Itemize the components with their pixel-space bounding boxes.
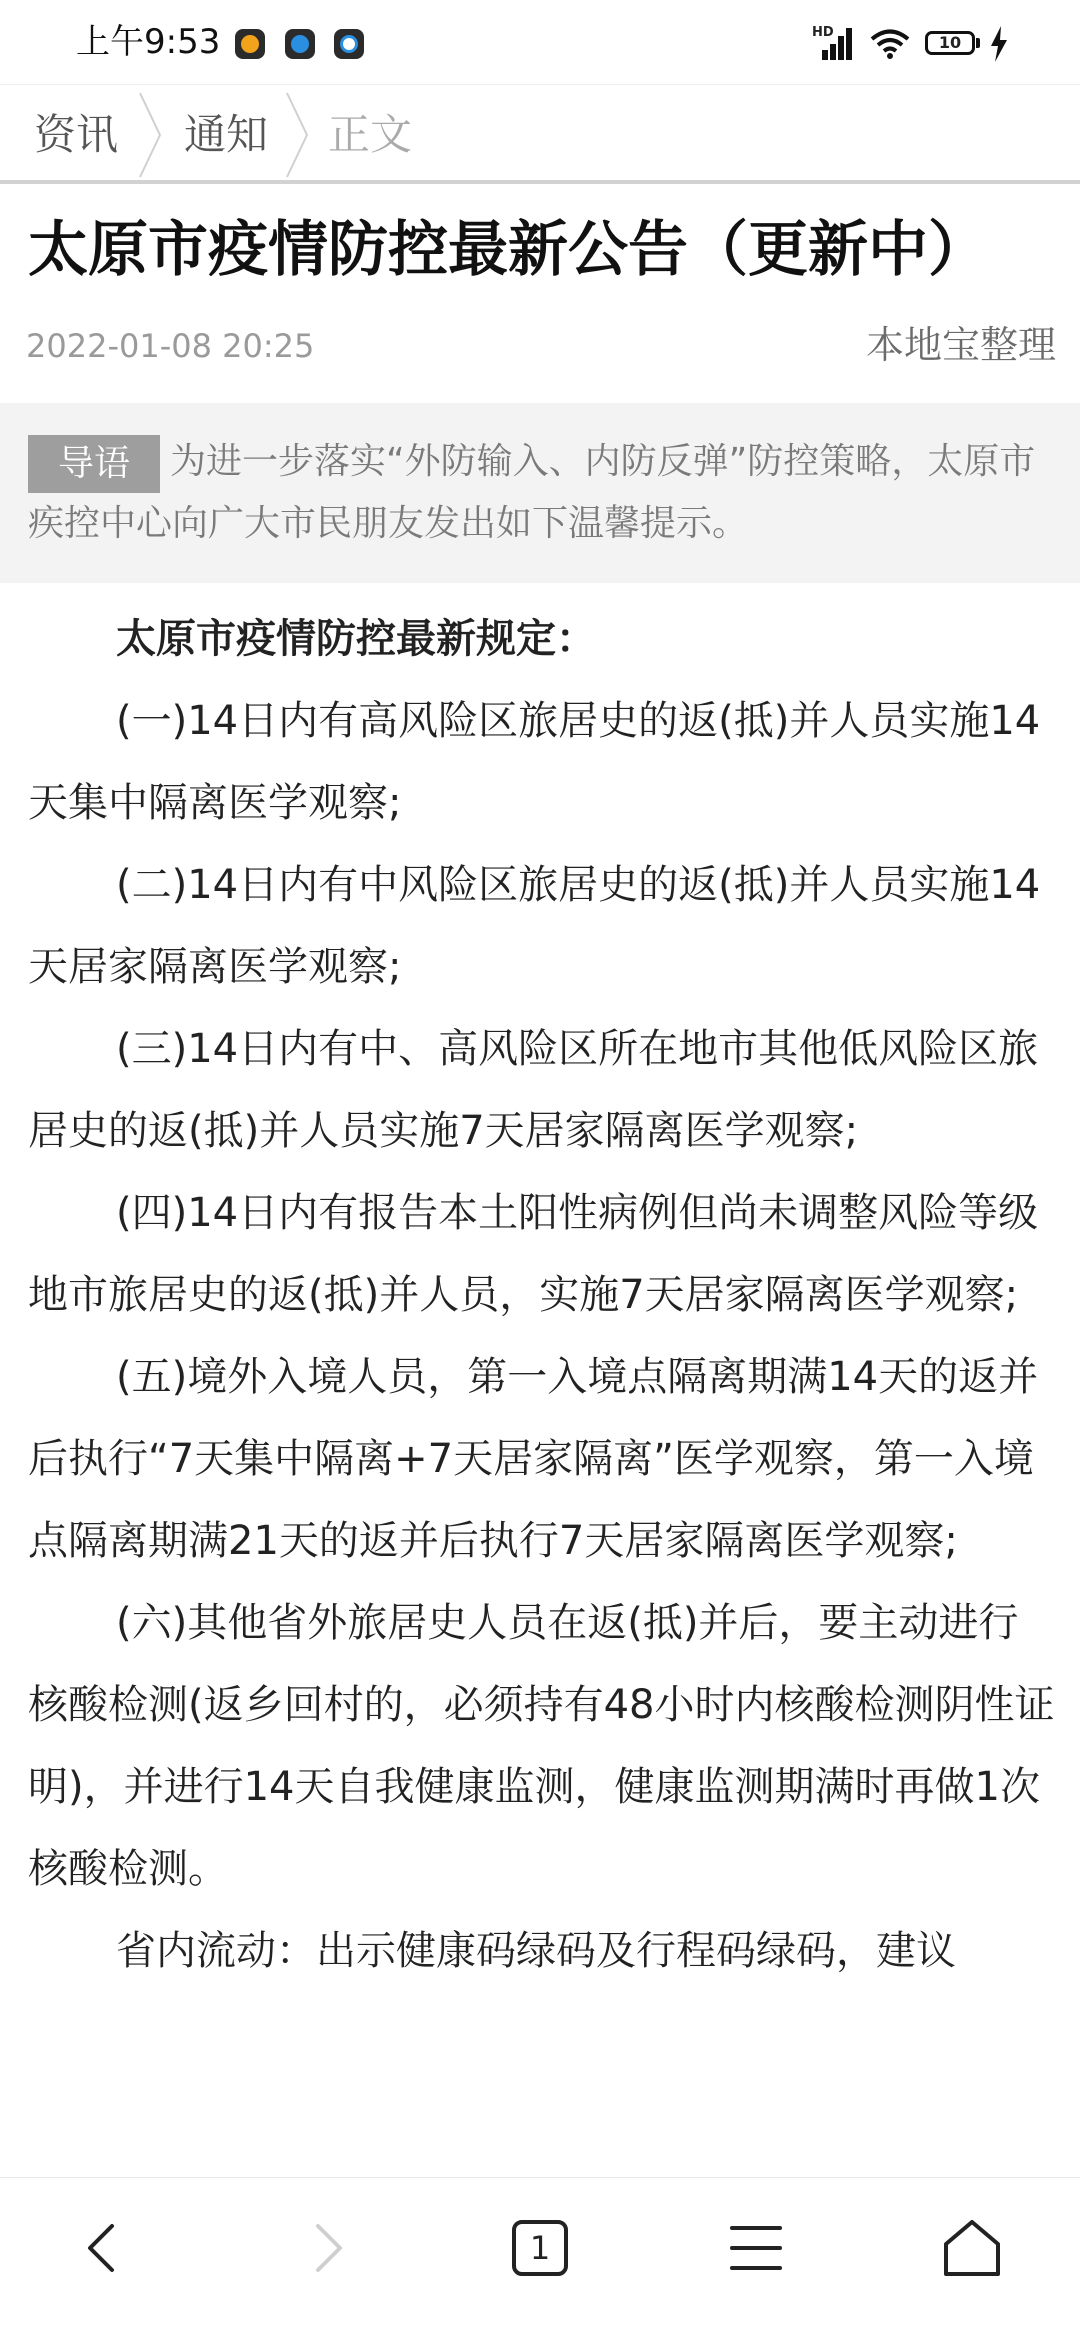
forward-button[interactable] <box>266 2178 386 2318</box>
notification-check-icon <box>334 29 364 59</box>
home-icon <box>942 2218 1002 2278</box>
bottom-nav <box>0 2177 1080 2341</box>
lead-label: 导语 <box>28 435 160 493</box>
body-paragraph: (三)14日内有中、高风险区所在地市其他低风险区旅居史的返(抵)并人员实施7天居家隔离医学观察; <box>28 1026 1039 1154</box>
network-type-label: HD <box>812 25 834 40</box>
body-paragraph: (六)其他省外旅居史人员在返(抵)并后，要主动进行核酸检测(返乡回村的，必须持有48小时内核酸检测阴性证明)，并进行14天自我健康监测，健康监测期满时再做1次核酸检测。 <box>28 1600 1055 1892</box>
forward-icon <box>296 2218 356 2278</box>
body-paragraph: (一)14日内有高风险区旅居史的返(抵)并人员实施14天集中隔离医学观察; <box>28 698 1041 826</box>
article-body <box>28 598 1058 1992</box>
breadcrumb-notice[interactable]: 通知 <box>184 110 269 159</box>
notification-info-icon <box>285 29 315 59</box>
status-time: 上午9:53 <box>76 22 221 62</box>
breadcrumb <box>0 84 1080 185</box>
body-paragraph: 省内流动：出示健康码绿码及行程码绿码，建议 <box>116 1928 956 1974</box>
back-icon <box>76 2218 136 2278</box>
body-paragraph: (二)14日内有中风险区旅居史的返(抵)并人员实施14天居家隔离医学观察; <box>28 862 1041 990</box>
article-source: 本地宝整理 <box>865 323 1056 367</box>
breadcrumb-divider <box>0 180 1080 184</box>
breadcrumb-current: 正文 <box>328 110 413 159</box>
status-bar <box>0 0 1080 84</box>
body-paragraph: (五)境外入境人员，第一入境点隔离期满14天的返并后执行“7天集中隔离+7天居家隔离”医学观察，第一入境点隔离期满21天的返并后执行7天居家隔离医学观察; <box>28 1354 1039 1564</box>
breadcrumb-separator-icon <box>138 85 164 185</box>
wifi-icon <box>870 28 910 60</box>
notification-app-icon <box>235 29 265 59</box>
article-date: 2022-01-08 20:25 <box>26 327 315 365</box>
article-title: 太原市疫情防控最新公告（更新中） <box>28 215 988 285</box>
charging-icon <box>989 26 1009 62</box>
back-button[interactable] <box>46 2178 166 2318</box>
signal-icon <box>812 26 856 60</box>
battery-icon: 10 <box>925 31 975 55</box>
breadcrumb-news[interactable]: 资讯 <box>34 110 119 159</box>
home-button[interactable] <box>912 2178 1032 2318</box>
body-heading: 太原市疫情防控最新规定： <box>116 616 596 662</box>
body-paragraph: (四)14日内有报告本土阳性病例但尚未调整风险等级地市旅居史的返(抵)并人员，实施7天居家隔离医学观察; <box>28 1190 1039 1318</box>
breadcrumb-separator-icon <box>285 85 311 185</box>
menu-icon <box>726 2218 786 2278</box>
tabs-button[interactable] <box>480 2178 600 2318</box>
menu-button[interactable] <box>696 2178 816 2318</box>
lead-text: 为进一步落实“外防输入、内防反弹”防控策略，太原市疾控中心向广大市民朋友发出如下温馨提示。 <box>28 441 1036 544</box>
lead-box <box>0 403 1080 583</box>
battery-tip <box>976 38 980 48</box>
tab-count: 1 <box>529 2229 551 2267</box>
